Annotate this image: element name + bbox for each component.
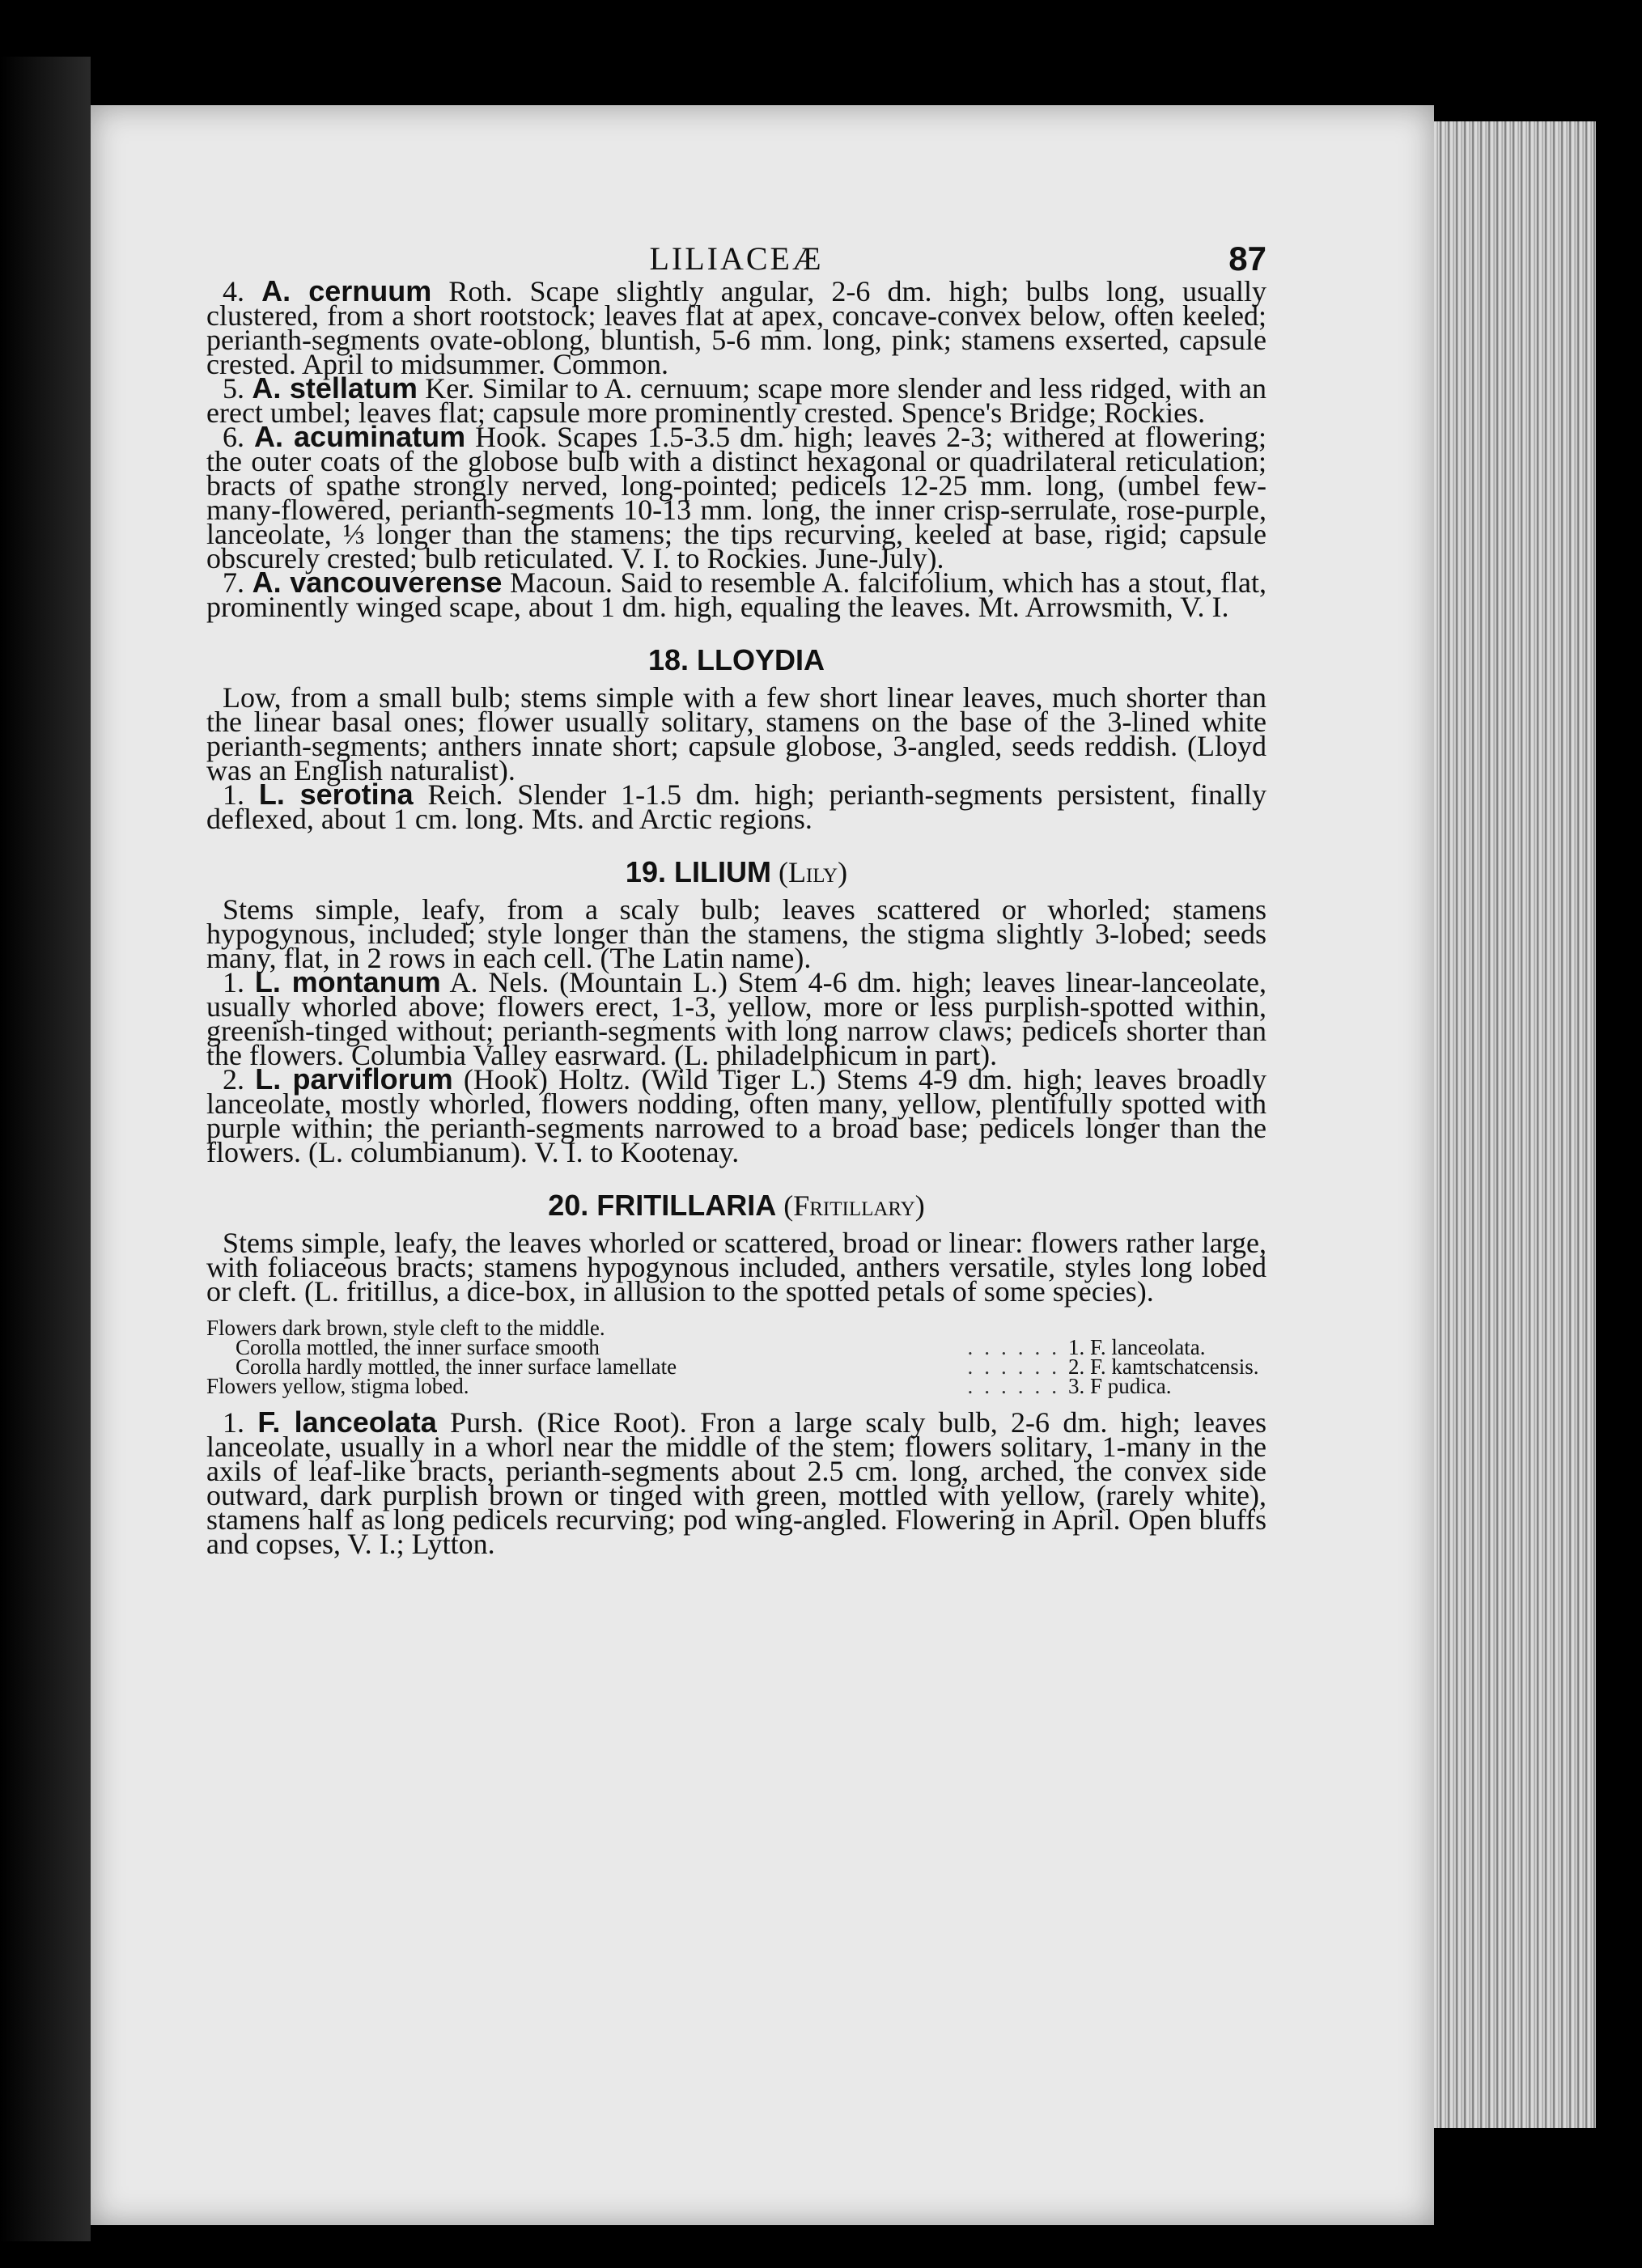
key-line: Flowers dark brown, style cleft to the middle. bbox=[206, 1316, 605, 1340]
page-header bbox=[206, 223, 1267, 279]
key-line: Corolla mottled, the inner surface smooth ...... 1. F. lanceolata. bbox=[235, 1335, 1206, 1359]
page-stack-edge bbox=[1434, 121, 1596, 2128]
genus-description: Stems simple, leafy, the leaves whorled or scattered, broad or linear: flowers rather large, with foliaceous bracts; stamens hypogynous included, anthers versatile, styles long lobed or cleft. (L. fritillus, a dice-box, in allusion to the spotted petals of some species). bbox=[206, 1227, 1267, 1308]
species-entry: 4. A. cernuum Roth. Scape slightly angular, 2-6 dm. high; bulbs long, usually clustered, from a short rootstock; leaves flat at apex, concave-convex below, often keeled; perianth-segments ovate-oblong, bluntish, 5-6 mm. long, pink; stamens exserted, capsule crested. April to midsummer. Common. bbox=[206, 274, 1267, 380]
genus-heading: 19. LILIUM (Lily) bbox=[625, 855, 848, 888]
species-entry: 6. A. acuminatum Hook. Scapes 1.5-3.5 dm. high; leaves 2-3; withered at flowering; the outer coats of the globose bulb with a distinct hexagonal or quadrilateral reticulation; bracts of spathe strongly nerved, long-pointed; pedicels 12-25 mm. long, (umbel few-many-flowered, perianth-segments 10-13 mm. long, the inner crisp-serrulate, rose-purple, lanceolate, ⅓ longer than the stamens; the tips recurving, keeled at base, rigid; capsule obscurely crested; bulb reticulated. V. I. to Rockies. June-July). bbox=[206, 420, 1267, 574]
page-number: 87 bbox=[1228, 240, 1267, 278]
page-text bbox=[206, 223, 1267, 1560]
key-line: Flowers yellow, stigma lobed. ...... 3. F pudica. bbox=[206, 1374, 1172, 1398]
genus-heading: 18. LLOYDIA bbox=[647, 643, 825, 676]
genus-description: Low, from a small bulb; stems simple with a few short linear leaves, much shorter than the linear basal ones; flower usually solitary, stamens on the base of the 3-lined white perianth-segments; anthers innate short; capsule globose, 3-angled, seeds reddish. (Lloyd was an English naturalist). bbox=[206, 681, 1267, 786]
genus-description: Stems simple, leafy, from a scaly bulb; leaves scattered or whorled; stamens hypogynous, included; style longer than the stamens, the stigma slightly 3-lobed; seeds many, flat, in 2 rows in each cell. (The Latin name). bbox=[206, 893, 1267, 974]
species-entry: 1. F. lanceolata Pursh. (Rice Root). Fron a large scaly bulb, 2-6 dm. high; leaves lanceolate, usually in a whorl near the middle of the stem; flowers solitary, 1-many in the axils of leaf-like bracts, perianth-segments about 2.5 cm. long, arched, the convex side outward, dark purplish brown or tinged with green, mottled with yellow, (rarely white), stamens half as long pedicels recurving; pod wing-angled. Flowering in April. Open bluffs and copses, V. I.; Lytton. bbox=[206, 1405, 1267, 1560]
species-entry: 5. A. stellatum Ker. Similar to A. cernuum; scape more slender and less ridged, with an erect umbel; leaves flat; capsule more prominently crested. Spence's Bridge; Rockies. bbox=[206, 371, 1267, 429]
key-line: Corolla hardly mottled, the inner surface lamellate ...... 2. F. kamtschatcensis. bbox=[235, 1354, 1259, 1379]
species-entry: 1. L. serotina Reich. Slender 1-1.5 dm. high; perianth-segments persistent, finally deflexed, about 1 cm. long. Mts. and Arctic regions. bbox=[206, 778, 1267, 835]
book-gutter-shadow bbox=[0, 57, 91, 2241]
species-entry: 1. L. montanum A. Nels. (Mountain L.) Stem 4-6 dm. high; leaves linear-lanceolate, usually whorled above; flowers erect, 1-3, yellow, more or less purplish-spotted within, greenish-tinged without; perianth-segments with long narrow claws; pedicels shorter than the flowers. Columbia Valley easrward. (L. philadelphicum in part). bbox=[206, 965, 1267, 1071]
species-entry: 2. L. parviflorum (Hook) Holtz. (Wild Tiger L.) Stems 4-9 dm. high; leaves broadly lanceolate, mostly whorled, flowers nodding, often many, yellow, plentifully spotted with purple within; the perianth-segments narrowed to a broad base; pedicels longer than the flowers. (L. columbianum). V. I. to Kootenay. bbox=[206, 1062, 1267, 1168]
genus-heading: 20. FRITILLARIA (Fritillary) bbox=[548, 1189, 925, 1222]
species-key bbox=[206, 1318, 1267, 1396]
species-entry: 7. A. vancouverense Macoun. Said to resemble A. falcifolium, which has a stout, flat, prominently winged scape, about 1 dm. high, equaling the leaves. Mt. Arrowsmith, V. I. bbox=[206, 566, 1267, 623]
running-head: LILIACEÆ bbox=[649, 240, 824, 277]
